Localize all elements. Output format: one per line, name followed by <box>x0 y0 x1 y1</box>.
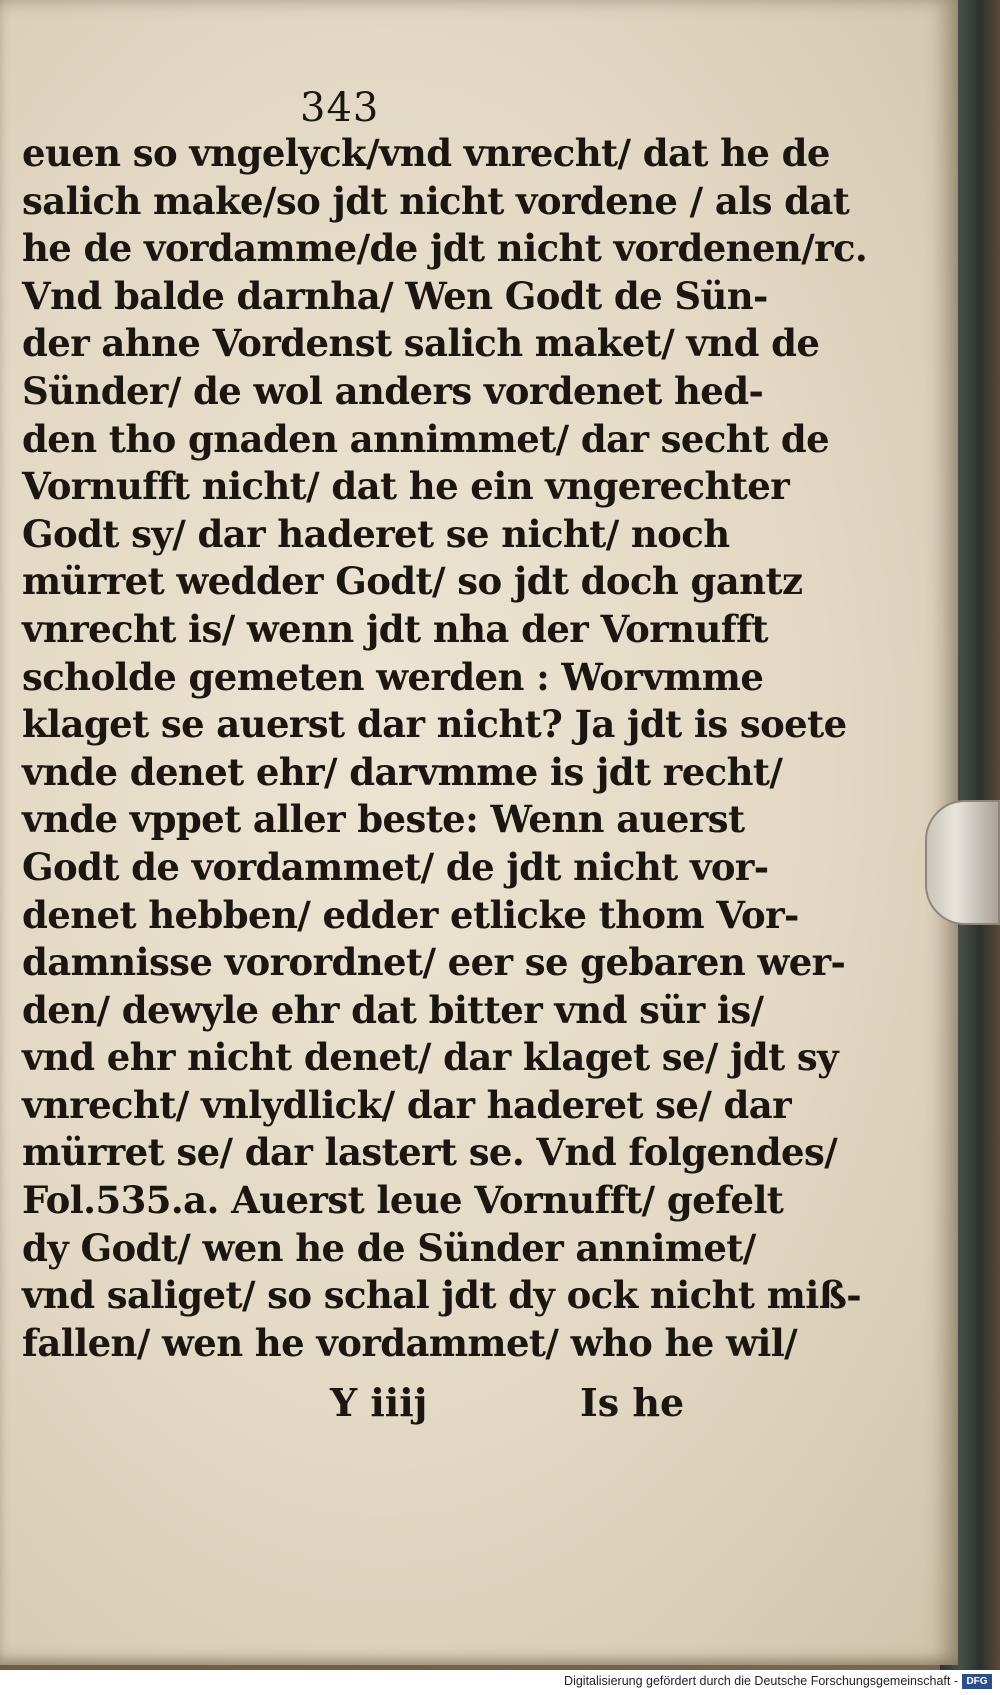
text-line: vnd ehr nicht denet/ dar klaget se/ jdt sy <box>22 1035 839 1080</box>
text-line: scholde gemeten werden : Worvmme <box>22 654 764 699</box>
text-block <box>22 130 868 1367</box>
catchword: Is he <box>580 1380 685 1425</box>
text-line: den/ dewyle ehr dat bitter vnd sür is/ <box>22 987 764 1032</box>
text-line: vnrecht/ vnlydlick/ dar haderet se/ dar <box>22 1082 792 1127</box>
text-line: Godt sy/ dar haderet se nicht/ noch <box>22 511 730 556</box>
text-line: mürret se/ dar lastert se. Vnd folgendes/ <box>22 1130 838 1175</box>
text-line: salich make/so jdt nicht vordene / als dat <box>22 178 850 223</box>
text-line: damnisse vorordnet/ eer se gebaren wer- <box>22 940 846 985</box>
signature-mark: Y iiij <box>330 1380 428 1425</box>
text-line: den tho gnaden annimmet/ dar secht de <box>22 416 830 461</box>
text-line: klaget se auerst dar nicht? Ja jdt is soete <box>22 702 847 747</box>
text-line: der ahne Vordenst salich maket/ vnd de <box>22 321 820 366</box>
text-line: fallen/ wen he vordammet/ who he wil/ <box>22 1320 798 1365</box>
credit-text: Digitalisierung gefördert durch die Deutsche Forschungsgemeinschaft - <box>564 1674 958 1688</box>
text-line: vnde denet ehr/ darvmme is jdt recht/ <box>22 749 783 794</box>
book-clasp <box>925 800 1000 925</box>
text-line: denet hebben/ edder etlicke thom Vor- <box>22 892 799 937</box>
text-line: Godt de vordammet/ de jdt nicht vor- <box>22 844 769 889</box>
text-line: dy Godt/ wen he de Sünder annimet/ <box>22 1225 756 1270</box>
page-number: 343 <box>300 85 380 131</box>
text-line: Fol.535.a. Auerst leue Vornufft/ gefelt <box>22 1178 784 1223</box>
text-line: Vornufft nicht/ dat he ein vngerechter <box>22 464 790 509</box>
text-line: vnd saliget/ so schal jdt dy ock nicht miß- <box>22 1273 861 1318</box>
text-line: vnde vppet aller beste: Wenn auerst <box>22 797 745 842</box>
dfg-logo-icon: DFG <box>962 1674 992 1689</box>
text-line: euen so vngelyck/vnd vnrecht/ dat he de <box>22 131 830 175</box>
text-line: vnrecht is/ wenn jdt nha der Vornufft <box>22 606 768 651</box>
credit-bar <box>0 1670 1000 1695</box>
text-line: mürret wedder Godt/ so jdt doch gantz <box>22 559 803 604</box>
text-line: Vnd balde darnha/ Wen Godt de Sün- <box>22 273 768 318</box>
text-line: Sünder/ de wol anders vordenet hed- <box>22 368 764 413</box>
text-line: he de vordamme/de jdt nicht vordenen/rc. <box>22 226 868 271</box>
